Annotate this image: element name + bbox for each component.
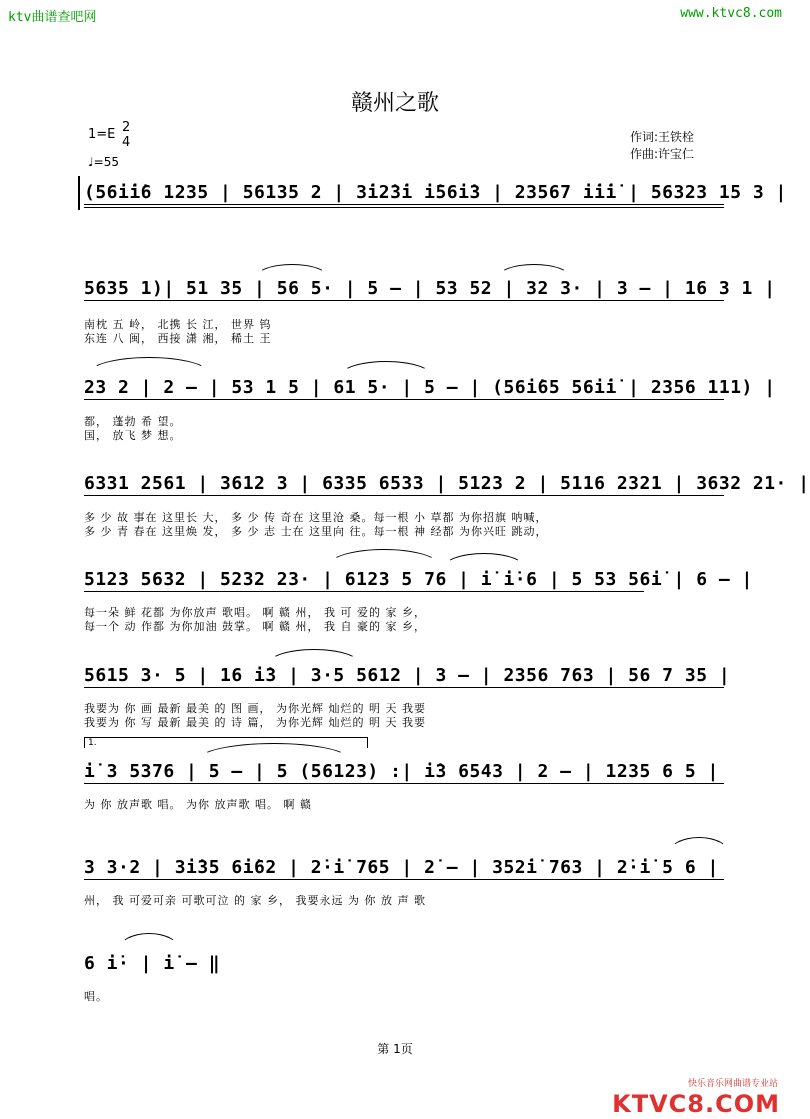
time-sig-bottom: 4 — [122, 135, 131, 150]
staff-notes: 5635 1)| 51 35 | 56 5· | 5 — | 53 52 | 32 3· | 3 — | 16 3 1 | — [84, 278, 776, 299]
staff-line — [78, 467, 810, 507]
staff-notes: 6 i̇· | i̇ — ‖ — [84, 953, 221, 974]
staff-line — [78, 947, 278, 987]
staff-notes: i̇ 3 5376 | 5 — | 5 (56123) :| i̇3 6543 | 2 — | 1235 6 5 | — [84, 761, 719, 782]
lyric-line: 我要为 你 画 最新 最美 的 图 画， 为你光辉 灿烂的 明 天 我要 — [84, 702, 426, 715]
staff-notes: 23 2 | 2 — | 53 1 5 | 61 5· | 5 — | (56i̇65 56i̇i̇ | 2356 111) | — [84, 377, 776, 398]
page-number: 第 1页 — [377, 1042, 413, 1056]
staff-line — [78, 755, 728, 795]
site-logo: KTVC8.COM — [612, 1090, 780, 1118]
lyric-line: 东连 八 闽， 西接 潇 湘， 稀土 王 — [84, 332, 272, 345]
volta-label: 1. — [88, 738, 97, 748]
tempo-mark: ♩=55 — [88, 155, 119, 169]
staff-line — [78, 659, 731, 699]
staff-line — [78, 371, 776, 411]
lyric-line: 南枕 五 岭， 北携 长 江， 世界 钨 — [84, 318, 272, 331]
staff-notes: 5615 3· 5 | 16 i̇3 | 3·5 5612 | 3 — | 2356 763 | 56 7 35 | — [84, 665, 731, 686]
staff-notes: 5123 5632 | 5232 23· | 6123 5 76 | i̇ i̇·6 | 5 53 56i̇ | 6 — | — [84, 569, 753, 590]
lyric-line: 为 你 放声歌 唱。 为你 放声歌 唱。 啊 赣 — [84, 798, 312, 811]
staff-line — [78, 176, 787, 216]
staff-line — [78, 563, 753, 603]
lyric-line: 唱。 — [84, 990, 108, 1003]
lyric-line: 我要为 你 写 最新 最美 的 诗 篇， 为你光辉 灿烂的 明 天 我要 — [84, 716, 426, 729]
lyric-line: 每一个 动 作都 为你加油 鼓掌。 啊 赣 州， 我 自 豪的 家 乡， — [84, 620, 426, 633]
lyric-line: 多 少 故 事在 这里长 大， 多 少 传 奇在 这里沧 桑。每一根 小 草都 为你招旗 呐喊， — [84, 511, 548, 524]
lyric-line: 都， 蓬勃 希 望。 — [84, 415, 182, 428]
staff-line — [78, 272, 776, 312]
time-sig-top: 2 — [122, 120, 131, 135]
staff-notes: 6331 2561 | 3612 3 | 6335 6533 | 5123 2 | 5116 2321 | 3632 21· | — [84, 473, 810, 494]
song-title: 赣州之歌 — [350, 91, 439, 116]
site-url: www.ktvc8.com — [680, 6, 782, 21]
lyric-line: 州， 我 可爱可亲 可歌可泣 的 家 乡， 我要永远 为 你 放 声 歌 — [84, 894, 426, 907]
staff-notes: (56i̇i̇6 1235 | 56135 2 | 3̇i2̇3̇i i̇56i̇3 | 23567 i̇i̇i̇ | 56323 15 3 | — [84, 182, 787, 203]
staff-notes: 3 3·2 | 3i̇35 6i̇62 | 2̇·i̇ 765 | 2̇ — | 352̇i̇ 763 | 2̇·i̇ 5 6 | — [84, 857, 719, 878]
composer: 作曲:许宝仁 — [630, 147, 695, 161]
time-signature — [122, 120, 130, 150]
key-signature: 1=E — [88, 127, 116, 142]
lyric-line: 多 少 青 春在 这里焕 发， 多 少 志 士在 这里向 往。每一根 神 经都 为你兴旺 跳动， — [84, 525, 548, 538]
lyric-line: 国， 放飞 梦 想。 — [84, 429, 182, 442]
watermark-text: 快乐音乐网曲谱专业站 — [687, 1079, 778, 1089]
lyricist: 作词:王铁栓 — [630, 130, 695, 144]
site-name: ktv曲谱查吧网 — [8, 10, 97, 25]
lyric-line: 每一朵 鲜 花都 为你放声 歌唱。 啊 赣 州， 我 可 爱的 家 乡， — [84, 606, 426, 619]
staff-line — [78, 851, 728, 891]
